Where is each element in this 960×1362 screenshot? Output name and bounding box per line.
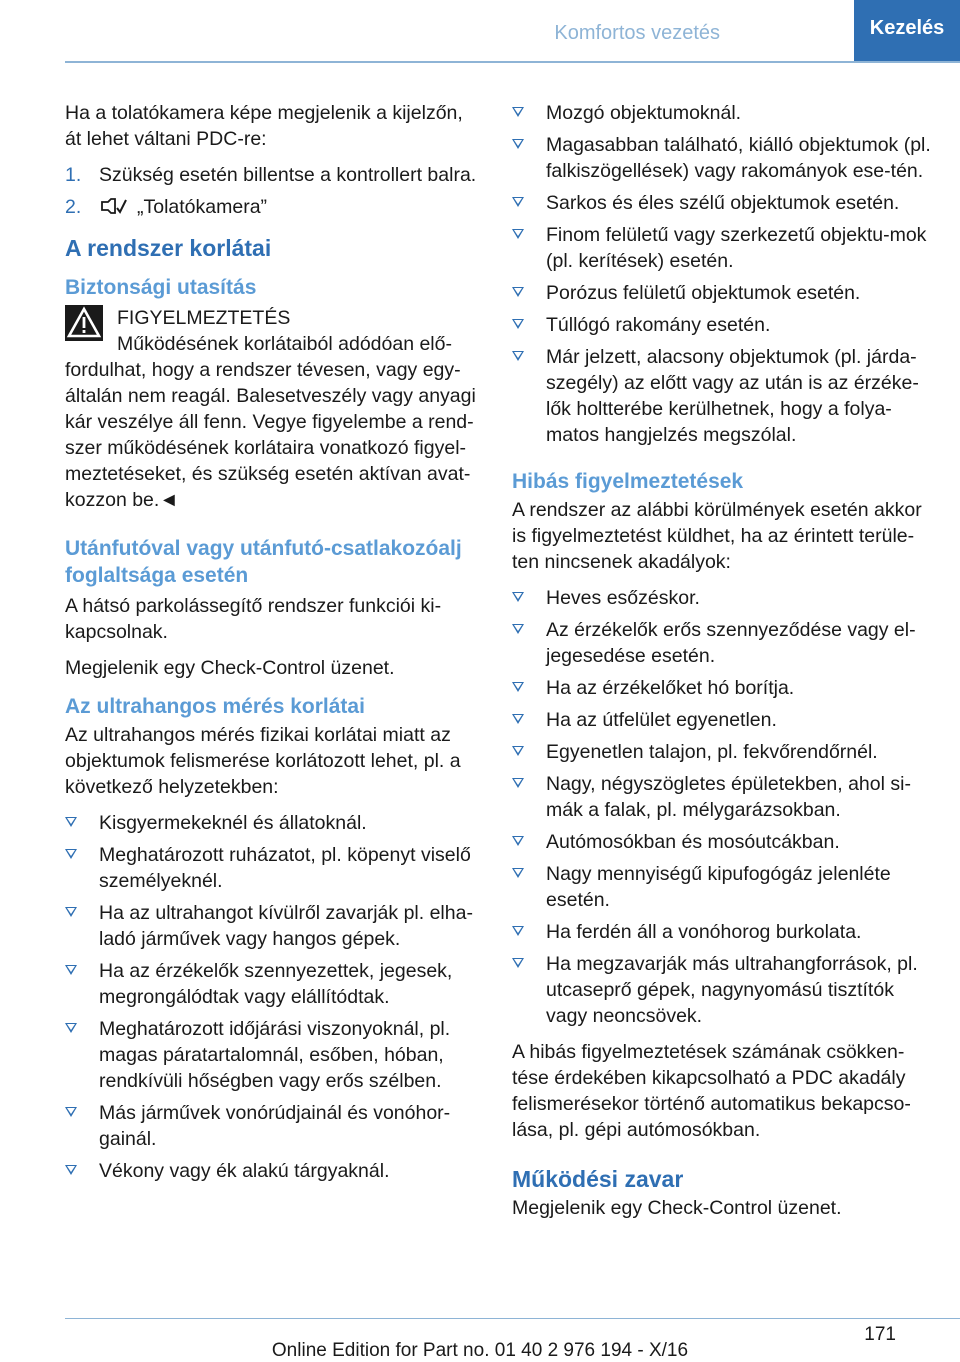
- list-item: Az érzékelők erős szennyeződése vagy el-jegesedése esetén.: [512, 617, 932, 669]
- list-item: Ha az ultrahangot kívülről zavarják pl. elha-ladó járművek vagy hangos gépek.: [65, 900, 483, 952]
- edition-info: Online Edition for Part no. 01 40 2 976 194 - X/16: [271, 1340, 689, 1361]
- list-item: Nagy, négyszögletes épületekben, ahol si-mák a falak, pl. mélygarázsokban.: [512, 771, 932, 823]
- triangle-bullet-icon: [512, 746, 524, 756]
- list-item: Kisgyermekeknél és állatoknál.: [65, 810, 483, 836]
- triangle-bullet-icon: [512, 107, 524, 117]
- list-item: Ha ferdén áll a vonóhorog burkolata.: [512, 919, 932, 945]
- page-footer: [0, 1318, 960, 1362]
- list-item: Ha az érzékelőket hó borítja.: [512, 675, 932, 701]
- warning-triangle-icon: [65, 305, 103, 341]
- steps-list: [65, 162, 483, 220]
- list-item: Egyenetlen talajon, pl. fekvőrendőrnél.: [512, 739, 932, 765]
- warning-first-line: Működésének korlátaiból adódóan elő-: [117, 333, 452, 355]
- subheading-ultrasonic: Az ultrahangos mérés korlátai: [65, 695, 365, 718]
- triangle-bullet-icon: [512, 592, 524, 602]
- step-number: 2.: [65, 196, 82, 218]
- ultrasonic-list-left: [65, 810, 483, 1184]
- page-header: [0, 0, 960, 62]
- triangle-bullet-icon: [512, 778, 524, 788]
- triangle-bullet-icon: [512, 868, 524, 878]
- list-item: Ha az útfelület egyenetlen.: [512, 707, 932, 733]
- fault-paragraph: Megjelenik egy Check-Control üzenet.: [512, 1197, 842, 1219]
- list-item: Magasabban található, kiálló objektumok (pl. falkiszögellések) vagy rakományok ese-tén.: [512, 132, 932, 184]
- list-item: Meghatározott időjárási viszonyoknál, pl. magas páratartalomnál, esőben, hóban, rendkívüli hőségben vagy erős szélben.: [65, 1016, 483, 1094]
- trailer-message: Megjelenik egy Check-Control üzenet.: [65, 657, 395, 679]
- list-item: Meghatározott ruházatot, pl. köpenyt viselő személyeknél.: [65, 842, 483, 894]
- false-warnings-paragraph: A rendszer az alábbi körülmények esetén akkor is figyelmeztetést küldhet, ha az érintett terüle-ten nincsenek akadályok:: [512, 499, 922, 573]
- footer-rule: [65, 1318, 960, 1319]
- triangle-bullet-icon: [65, 849, 77, 859]
- triangle-bullet-icon: [512, 287, 524, 297]
- triangle-bullet-icon: [65, 1165, 77, 1175]
- list-item: Autómosókban és mosóutcákban.: [512, 829, 932, 855]
- step-text: „Tolatókamera”: [137, 196, 268, 218]
- triangle-bullet-icon: [512, 624, 524, 634]
- warning-text: fordulhat, hogy a rendszer tévesen, vagy egy-általán nem reagál. Balesetveszély vagy anyagi kár veszélye áll fenn. Vegye figyelembe a rend-szer működésének korlátaira vonatkozó figyel-meztetéseket, és szükség esetén aktívan avat-kozzon be.◄: [65, 359, 476, 511]
- section-heading-fault: Működési zavar: [512, 1166, 684, 1192]
- triangle-bullet-icon: [512, 197, 524, 207]
- triangle-bullet-icon: [512, 229, 524, 239]
- false-warnings-list: [512, 585, 932, 1029]
- ultrasonic-paragraph: Az ultrahangos mérés fizikai korlátai miatt az objektumok felismerése korlátozott lehet, pl. a következő helyzetekben:: [65, 724, 461, 798]
- intro-paragraph: Ha a tolatókamera képe megjelenik a kijelzőn, át lehet váltani PDC-re:: [65, 102, 463, 150]
- list-item: Már jelzett, alacsony objektumok (pl. járda-szegély) az előtt vagy az után is az érzéke-lők holtterébe kerülhetnek, hogy a folya-matos hangjelzés megszólal.: [512, 344, 932, 448]
- step-item: [65, 194, 483, 220]
- right-column: [512, 100, 932, 1231]
- subheading-safety: Biztonsági utasítás: [65, 276, 257, 299]
- triangle-bullet-icon: [512, 319, 524, 329]
- list-item: Porózus felületű objektumok esetén.: [512, 280, 932, 306]
- triangle-bullet-icon: [65, 907, 77, 917]
- section-heading-limits: A rendszer korlátai: [65, 235, 272, 261]
- subheading-false-warnings: Hibás figyelmeztetések: [512, 470, 744, 493]
- triangle-bullet-icon: [65, 1023, 77, 1033]
- header-current-tab: Kezelés: [854, 0, 960, 63]
- step-text: Szükség esetén billentse a kontrollert balra.: [99, 164, 477, 186]
- list-item: Más járművek vonórúdjainál és vonóhor-gainál.: [65, 1100, 483, 1152]
- list-item: Finom felületű vagy szerkezetű objektu-mok (pl. kerítések) esetén.: [512, 222, 932, 274]
- triangle-bullet-icon: [512, 836, 524, 846]
- triangle-bullet-icon: [512, 682, 524, 692]
- list-item: Mozgó objektumoknál.: [512, 100, 932, 126]
- step-item: [65, 162, 483, 188]
- list-item: Heves esőzéskor.: [512, 585, 932, 611]
- header-section-title: Komfortos vezetés: [554, 22, 720, 44]
- triangle-bullet-icon: [512, 926, 524, 936]
- triangle-bullet-icon: [512, 351, 524, 361]
- warning-box: [65, 305, 483, 513]
- ultrasonic-list-right: [512, 100, 932, 448]
- camera-command-icon: [99, 196, 127, 216]
- triangle-bullet-icon: [512, 139, 524, 149]
- step-number: 1.: [65, 164, 82, 186]
- header-rule: [65, 61, 960, 63]
- page-number: 171: [864, 1324, 896, 1345]
- warning-title: FIGYELMEZTETÉS: [117, 307, 291, 329]
- triangle-bullet-icon: [512, 714, 524, 724]
- triangle-bullet-icon: [65, 965, 77, 975]
- list-item: Sarkos és éles szélű objektumok esetén.: [512, 190, 932, 216]
- triangle-bullet-icon: [65, 1107, 77, 1117]
- list-item: Ha megzavarják más ultrahangforrások, pl. utcaseprő gépek, nagynyomású tisztítók vagy neoncsövek.: [512, 951, 932, 1029]
- subheading-trailer: Utánfutóval vagy utánfutó-csatlakozóalj foglaltsága esetén: [65, 537, 462, 587]
- triangle-bullet-icon: [512, 958, 524, 968]
- list-item: Nagy mennyiségű kipufogógáz jelenléte esetén.: [512, 861, 932, 913]
- triangle-bullet-icon: [65, 817, 77, 827]
- trailer-paragraph: A hátsó parkolássegítő rendszer funkciói ki-kapcsolnak.: [65, 595, 442, 643]
- list-item: Ha az érzékelők szennyezettek, jegesek, megrongálódtak vagy elállítódtak.: [65, 958, 483, 1010]
- left-column: [65, 100, 483, 1194]
- list-item: Vékony vagy ék alakú tárgyaknál.: [65, 1158, 483, 1184]
- list-item: Túllógó rakomány esetén.: [512, 312, 932, 338]
- false-warnings-outro: A hibás figyelmeztetések számának csökken-tése érdekében kikapcsolható a PDC akadály felismerésekor történő automatikus bekapcso-lása, pl. gépi autómosókban.: [512, 1041, 911, 1141]
